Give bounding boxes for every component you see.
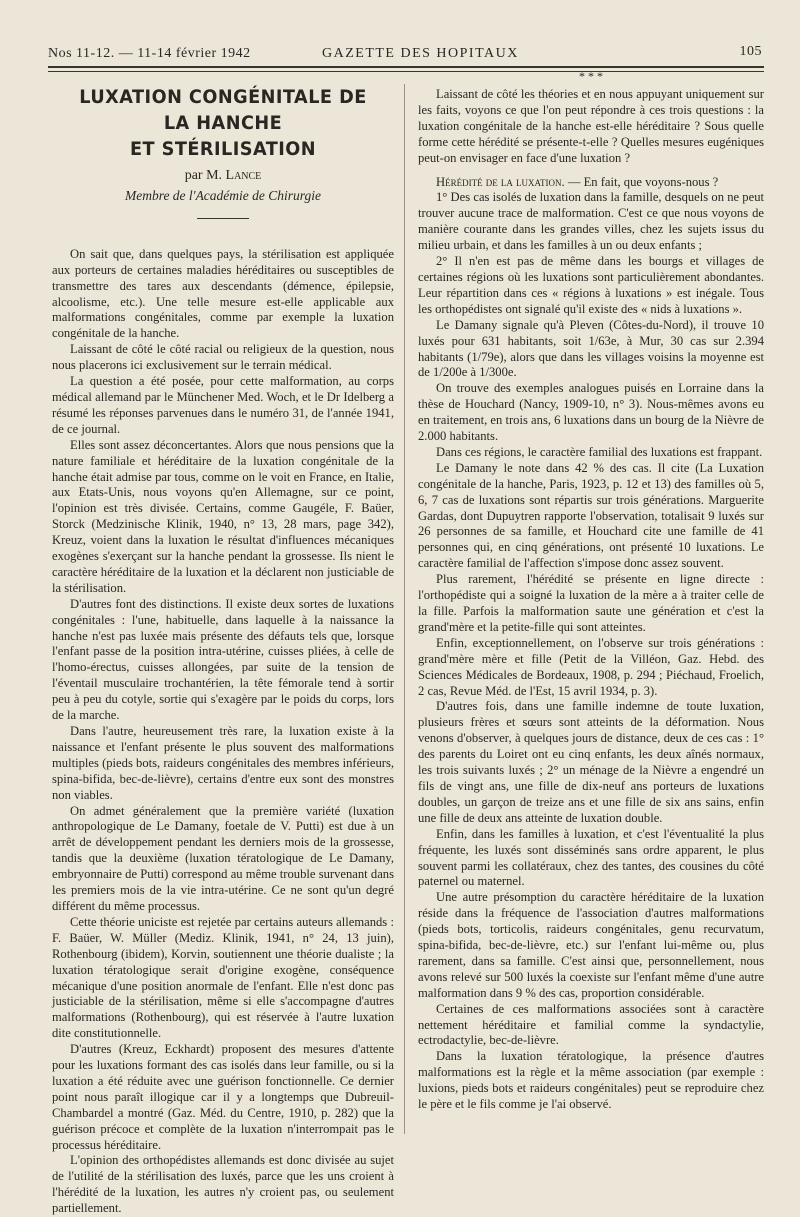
author-name: Lance	[225, 168, 262, 183]
byline	[52, 168, 394, 184]
paragraph: Dans la luxation tératologique, la présence d'autres malformations est la règle et la même association (par exemple : luxions, pieds bots et raideurs congénitales) peut se reproduire chez le père et le fils comme je l'ai observé.	[418, 1049, 764, 1112]
paragraph: Enfin, dans les familles à luxation, et c'est l'éventualité la plus fréquente, les luxés sont disséminés sans ordre apparent, le plus souvent parmi les collatéraux, chez des tantes, des cousines du côté paternel ou maternel.	[418, 826, 764, 889]
left-column	[52, 84, 394, 1217]
paragraph: Le Damany signale qu'à Pleven (Côtes-du-Nord), il trouve 10 luxés pour 631 habitants, soit 1/63e, à Mur, 30 cas sur 2.394 habitants (1/79e), alors que dans les villages voisins la moyenne est de 1/200e à 1/300e.	[418, 317, 764, 380]
paragraph: Certaines de ces malformations associées sont à caractère nettement héréditaire et familial comme la syndactylie, ectrodactylie, bec-de-lièvre.	[418, 1001, 764, 1048]
paragraph: Laissant de côté le côté racial ou religieux de la question, nous nous placerons ici exclusivement sur le terrain médical.	[52, 342, 394, 373]
author-affiliation: Membre de l'Académie de Chirurgie	[124, 187, 322, 203]
title-line-1: LUXATION CONGÉNITALE DE LA HANCHE	[79, 86, 367, 134]
paragraph: Dans l'autre, heureusement très rare, la luxation existe à la naissance et l'enfant présente le plus souvent des malformations multiples (pieds bots, raideurs congénitales des membres inférieurs, spina-bifida, bec-de-lièvre), certains d'entre eux sont des monstres non viables.	[52, 724, 394, 802]
header-rule-thick	[48, 66, 764, 68]
section-heading-text: — En fait, que voyons-nous ?	[564, 174, 719, 189]
article-title	[64, 84, 382, 162]
paragraph: D'autres fois, dans une famille indemne de toute luxation, plusieurs frères et sœurs sont atteints de la déformation. Nous venons d'observer, à quelques jours de distance, deux de ces cas : 1° des parents du Loiret ont eu cinq enfants, les deux aînés normaux, les trois suivants luxés ; 2° un ménage de la Nièvre a engendré un fils de vingt ans, une fille de dix-neuf ans porteurs de luxations doubles, un garçon de treize ans et une fille de six ans sains, enfin une fille de deux ans atteinte de luxation double.	[418, 699, 764, 825]
running-header	[48, 40, 762, 64]
paragraph: 1° Des cas isolés de luxation dans la famille, desquels on ne peut trouver aucune trace de malformation. C'est ce que nous voyons de manière courante dans les grandes villes, chez les sujets issus du milieu urbain, et dans les familles à un ou deux enfants ;	[418, 190, 764, 253]
paragraph: Enfin, exceptionnellement, on l'observe sur trois générations : grand'mère mère et fille (Petit de la Villéon, Gaz. Hebd. des Sciences Médicales de Bordeaux, 1908, p. 294 ; Piéchaud, Froelich, 2 cas, Revue Méd. de l'Est, 15 avril 1934, p. 3).	[418, 635, 764, 698]
column-divider	[404, 84, 405, 1134]
paragraph: On admet généralement que la première variété (luxation anthropologique de Le Damany, foetale de V. Putti) est due à un arrêt de développement pendant les derniers mois de la grossesse, tandis que la deuxième (luxation tératologique de Le Damany, embryonnaire de Putti) correspond au même trouble survenant dans les premiers mois de la vie intra-utérine. Ce ne sont qu'un degré différent du même processus.	[52, 803, 394, 913]
paragraph: Elles sont assez déconcertantes. Alors que nous pensions que la nature familiale et héréditaire de la luxation congénitale de la hanche était admise par tous, comme on le voit en France, en Italie, aux Etats-Unis, nous voyons qu'en Allemagne, sur ce point, l'opinion est très divisée. Certains, comme Gaugéle, F. Baüer, Storck (Medzinische Klinik, 1940, n° 13, 28 mars, page 342), Kreuz, voient dans la luxation le résultat d'influences mécaniques exogènes s'exerçant sur la hanche pendant la grossesse. Ils nient le caractère héréditaire de la luxation et la déclarent non justiciable de la stérilisation.	[52, 437, 394, 595]
right-column	[418, 70, 764, 1113]
paragraph: On sait que, dans quelques pays, la stérilisation est appliquée aux porteurs de certaines maladies héréditaires ou susceptibles de transmettre des tares aux descendants (démence, épilepsie, alcoolisme, etc.). Une telle mesure est-elle applicable aux malformations congénitales, comme par exemple la luxation congénitale de la hanche.	[52, 246, 394, 341]
paragraph: La question a été posée, pour cette malformation, au corps médical allemand par le Münchener Med. Woch, et le Dr Idelberg a résumé les réponses parvenues dans le numéro 31, de l'année 1941, de ce journal.	[52, 374, 394, 436]
page-number: 105	[739, 44, 762, 59]
paragraph: D'autres (Kreuz, Eckhardt) proposent des mesures d'attente pour les luxations formant des cas isolés dans leur famille, ou si la luxation a été réduite avec une guérison fonctionnelle. Ce dernier point nous paraît illogique car il y a longtemps que Dubreuil-Chambardel a montré (Gaz. Méd. du Centre, 1910, p. 282) que la guérison précoce et complète de la luxation n'interrompait pas le processus héréditaire.	[52, 1042, 394, 1152]
paragraph: Le Damany le note dans 42 % des cas. Il cite (La Luxation congénitale de la hanche, Paris, 1923, p. 12 et 13) des familles où 5, 6, 7 cas de luxations sont répartis sur trois générations. Marguerite Gardas, dont Dupuytren rapporte l'observation, totalisait 9 luxés sur 26 personnes de sa famille, et Houchard cite une famille de 41 personnes qui, en cinq générations, ont présenté 10 luxations. Le caractère familial de l'affection s'impose donc assez souvent.	[418, 460, 764, 571]
title-separator	[197, 218, 249, 219]
paragraph: Laissant de côté les théories et en nous appuyant uniquement sur les faits, voyons ce que l'on peut répondre à ces trois questions : la luxation congénitale de la hanche est-elle héréditaire ? Sous quelle forme cette hérédité se présente-t-elle ? Quelles mesures eugéniques peut-on envisager en face d'une luxation ?	[418, 87, 764, 165]
section-heading: Hérédité de la luxation.	[436, 174, 565, 189]
section-break-stars: * * *	[579, 69, 603, 83]
paragraph: Cette théorie uniciste est rejetée par certains auteurs allemands : F. Baüer, W. Müller (Mediz. Klinik, 1941, n° 24, 13 juin), Rothenbourg (ibidem), Korvin, soutiennent une théorie dualiste ; la luxation tératologique serait d'origine exogène, conséquence mécanique d'une position anormale de l'enfant. Elle n'est donc pas justiciable de la stérilisation, même si elle s'accompagne d'autres malformations (Rothenbourg), qui est réservée à l'autre luxation dite constitutionnelle.	[52, 914, 394, 1041]
paragraph: L'opinion des orthopédistes allemands est donc divisée au sujet de l'utilité de la stérilisation des luxés, parce que les uns croient à l'hérédité de la luxation, les autres n'y croient pas, ou seulement partiellement.	[52, 1153, 394, 1216]
title-line-2: ET STÉRILISATION	[129, 138, 317, 160]
paragraph: Une autre présomption du caractère héréditaire de la luxation réside dans la fréquence de l'association d'autres malformations (pieds bots, torticolis, raideurs congénitales, genu recurvatum, spina-bifida, bec-de-lièvre, etc.) sur l'enfant lui-même ou, plus rarement, dans sa famille. C'est ainsi que, personnellement, nous avons relevé sur 500 luxés la coexiste sur l'enfant même d'une autre malformation dans 9 % des cas, proportion considérable.	[418, 890, 764, 1000]
section-heading-paragraph	[418, 175, 764, 191]
journal-name: GAZETTE DES HOPITAUX	[322, 46, 519, 61]
paragraph: On trouve des exemples analogues puisés en Lorraine dans la thèse de Houchard (Nancy, 1909-10, n° 3). Nous-mêmes avons eu en traitement, en trois ans, 6 luxations dans un bourg de la Nièvre de 2.000 habitants.	[418, 381, 764, 444]
byline-prefix: par M.	[184, 168, 223, 183]
issue-info: Nos 11-12. — 11-14 février 1942	[48, 46, 251, 61]
paragraph: D'autres font des distinctions. Il existe deux sortes de luxations congénitales : l'une, habituelle, dans laquelle à la naissance la hanche n'est pas luxée mais présente des défauts tels que, lorsque l'enfant passe de la position intra-utérine, cuisses pliées, à celle de l'homo-érectus, cuisses allongées, par suite de la tension de l'éventail musculaire trochantérien, la tête fémorale tend à sortir peu à peu du cotyle, sortie qui s'exagère par le poids du corps, lors de la marche.	[52, 596, 394, 723]
paragraph: Plus rarement, l'hérédité se présente en ligne directe : l'orthopédiste qui a soigné la luxation de la mère a à traiter celle de la fille. Parfois la malformation saute une génération et c'est la grand'mère et la petite-fille qui sont atteintes.	[418, 572, 764, 634]
paragraph: Dans ces régions, le caractère familial des luxations est frappant.	[436, 444, 763, 459]
paragraph: 2° Il n'en est pas de même dans les bourgs et villages de certaines régions où les luxations sont particulièrement abondantes. Leur répartition dans ces « régions à luxations » est inégale. Tous les orthopédistes ont signalé qu'il existe des « nids à luxations ».	[418, 254, 764, 316]
